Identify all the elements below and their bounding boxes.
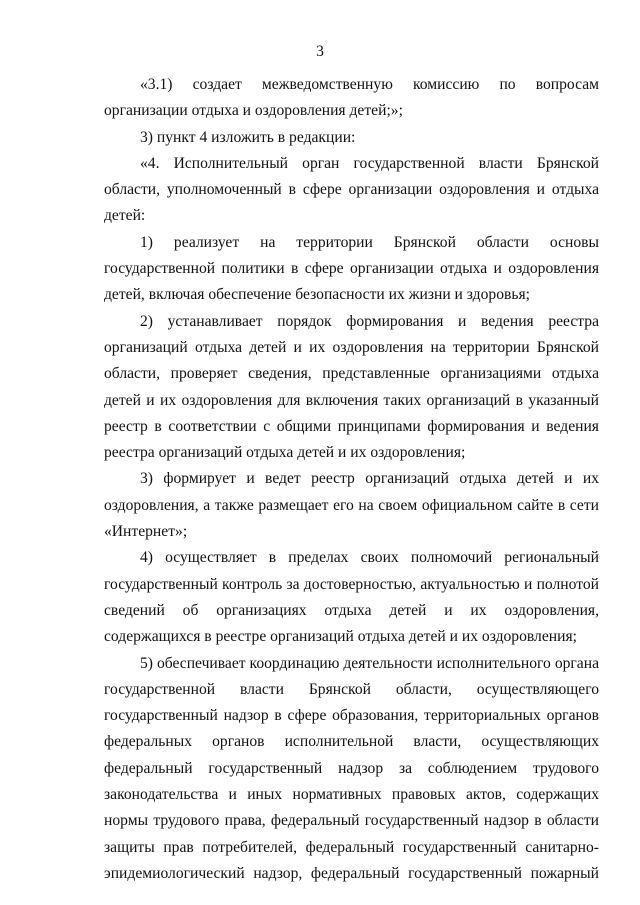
page-number: 3: [316, 43, 324, 60]
paragraph-subitem-1: 1) реализует на территории Брянской области основы государственной политики в сфере организации отдыха и оздоровления детей, включая обеспечение безопасности их жизни и здоровья;: [104, 233, 599, 304]
paragraph-subitem-5: 5) обеспечивает координацию деятельности исполнительного органа государственной власти Брянской области, осуществляющего государственный надзор в сфере образования, территориальных органов федеральных органов исполнительной власти, осуществляющих федеральный государственный надзор за соблюдением трудового законодательства и иных нормативных правовых актов, содержащих нормы трудового права, федеральный государственный надзор в области защиты прав потребителей, федеральный государственный санитарно-эпидемиологический надзор, федеральный государственный пожарный: [104, 654, 599, 882]
paragraph-subitem-2: 2) устанавливает порядок формирования и ведения реестра организаций отдыха детей и их оздоровления на территории Брянской области, проверяет сведения, представленные организациями отдыха детей и их оздоровления для включения таких организаций в указанный реестр в соответствии с общими принципами формирования и ведения реестра организаций отдыха детей и их оздоровления;: [104, 312, 599, 462]
paragraph-item-4-intro: «4. Исполнительный орган государственной власти Брянской области, уполномоченный в сфере организации оздоровления и отдыха детей:: [104, 154, 599, 225]
paragraph-item-3: 3) пункт 4 изложить в редакции:: [140, 128, 356, 146]
paragraph-subitem-3: 3) формирует и ведет реестр организаций отдыха детей и их оздоровления, а также размещает его на своем официальном сайте в сети «Интернет»;: [104, 470, 599, 541]
paragraph-3-1: «3.1) создает межведомственную комиссию по вопросам организации отдыха и оздоровления детей;»;: [104, 76, 599, 120]
document-body: [104, 72, 599, 887]
paragraph-subitem-4: 4) осуществляет в пределах своих полномочий региональный государственный контроль за достоверностью, актуальностью и полнотой сведений об организациях отдыха детей и их оздоровления, содержащихся в реестре организаций отдыха детей и их оздоровления;: [104, 549, 599, 646]
